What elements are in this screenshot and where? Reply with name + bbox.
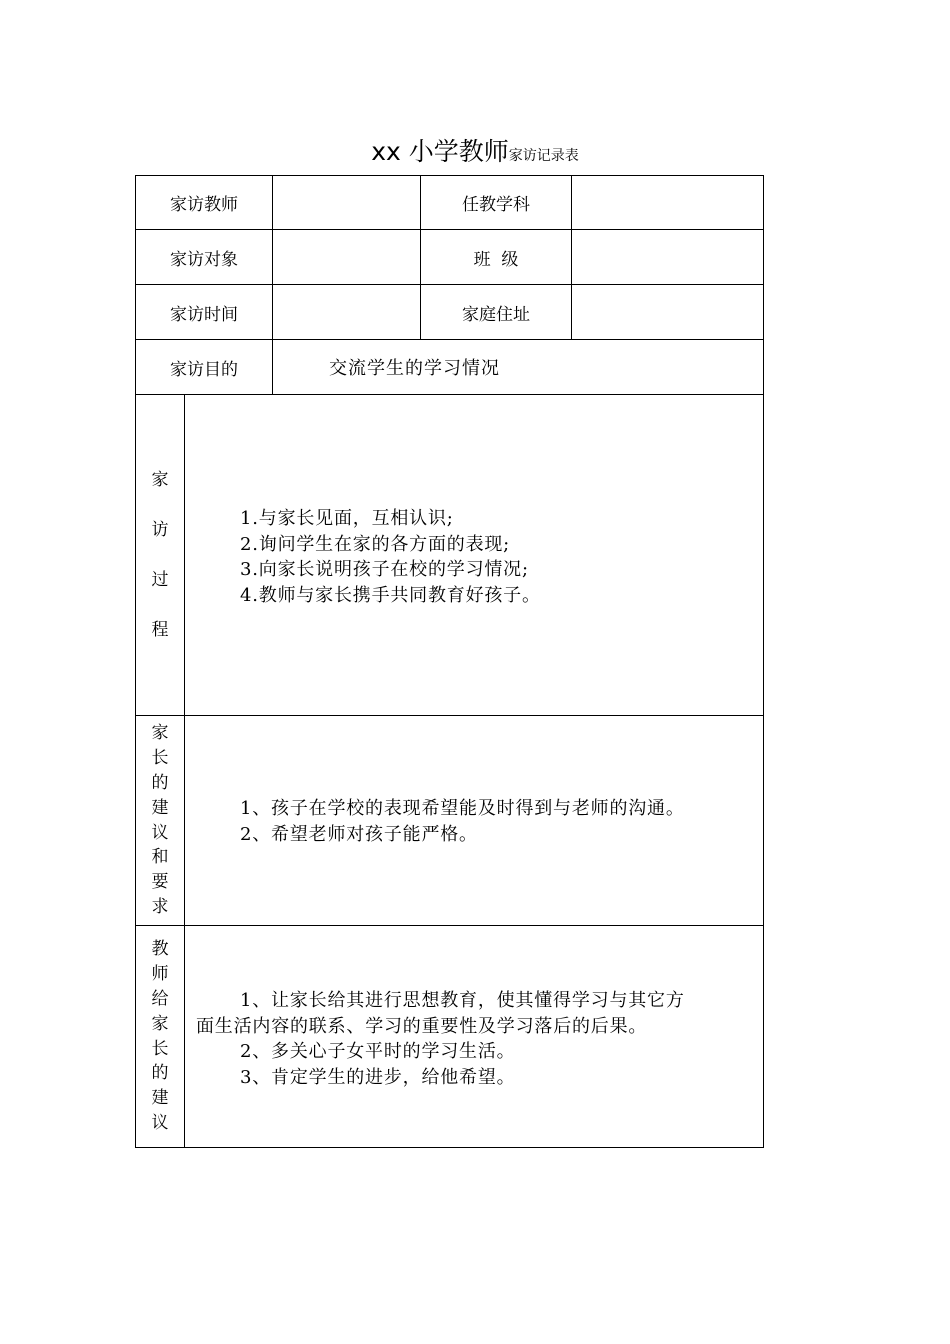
visit-record-form	[135, 175, 764, 1148]
process-content[interactable]	[240, 506, 750, 608]
teacher-label: 家访教师	[170, 195, 238, 215]
purpose-label: 家访目的	[170, 359, 238, 380]
content-line: 面生活内容的联系、学习的重要性及学习落后的后果。	[196, 1015, 648, 1037]
label-char: 建	[151, 797, 169, 818]
label-char: 程	[151, 620, 169, 640]
content-line: 1、让家长给其进行思想教育，使其懂得学习与其它方	[240, 990, 685, 1011]
label-char: 和	[151, 847, 169, 868]
time-label: 家访时间	[170, 304, 238, 325]
class-field[interactable]	[572, 230, 763, 284]
content-line: 4.教师与家长携手共同教育好孩子。	[240, 584, 541, 606]
target-field[interactable]	[273, 230, 420, 284]
label-char: 家	[151, 723, 169, 744]
title-main: xx 小学教师	[371, 137, 509, 166]
subject-field[interactable]	[572, 176, 763, 229]
content-line: 3.向家长说明孩子在校的学习情况;	[240, 559, 529, 580]
label-char: 访	[151, 520, 169, 540]
process-label	[136, 395, 184, 715]
purpose-field[interactable]: 交流学生的学习情况	[329, 358, 500, 379]
subject-label: 任教学科	[462, 195, 530, 215]
col-divider	[184, 395, 185, 1147]
content-line: 1、孩子在学校的表现希望能及时得到与老师的沟通。	[240, 798, 685, 819]
label-char: 教	[151, 939, 169, 960]
address-field[interactable]	[572, 285, 763, 339]
content-line: 2、希望老师对孩子能严格。	[240, 823, 478, 845]
label-char: 要	[151, 872, 169, 893]
target-label: 家访对象	[170, 249, 238, 270]
content-line: 3、肯定学生的进步，给他希望。	[240, 1066, 516, 1088]
teacher-suggestions-content[interactable]	[196, 988, 761, 1090]
class-label: 班 级	[473, 249, 519, 270]
label-char: 的	[151, 1063, 169, 1084]
label-char: 家	[151, 1013, 169, 1034]
row-divider	[136, 715, 763, 716]
row-divider	[136, 394, 763, 395]
page-title	[0, 132, 950, 176]
time-field[interactable]	[273, 285, 420, 339]
content-line: 2.询问学生在家的各方面的表现;	[240, 533, 511, 555]
teacher-suggestions-label	[136, 926, 184, 1147]
label-char: 过	[151, 570, 169, 590]
parent-suggestions-content[interactable]	[240, 796, 760, 847]
label-char: 长	[151, 748, 169, 769]
label-char: 长	[151, 1038, 169, 1059]
content-line: 1.与家长见面，互相认识;	[240, 508, 454, 529]
label-char: 家	[151, 470, 169, 490]
label-char: 求	[151, 896, 169, 917]
label-char: 给	[151, 988, 169, 1009]
row-divider	[136, 925, 763, 926]
label-char: 建	[151, 1088, 169, 1109]
label-char: 议	[151, 822, 169, 843]
address-label: 家庭住址	[462, 304, 530, 325]
label-char: 议	[151, 1112, 169, 1133]
teacher-field[interactable]	[273, 176, 420, 229]
title-sub: 家访记录表	[508, 148, 579, 164]
parent-suggestions-label	[136, 716, 184, 925]
label-char: 的	[151, 772, 169, 793]
label-char: 师	[151, 964, 169, 985]
content-line: 2、多关心子女平时的学习生活。	[240, 1041, 516, 1062]
